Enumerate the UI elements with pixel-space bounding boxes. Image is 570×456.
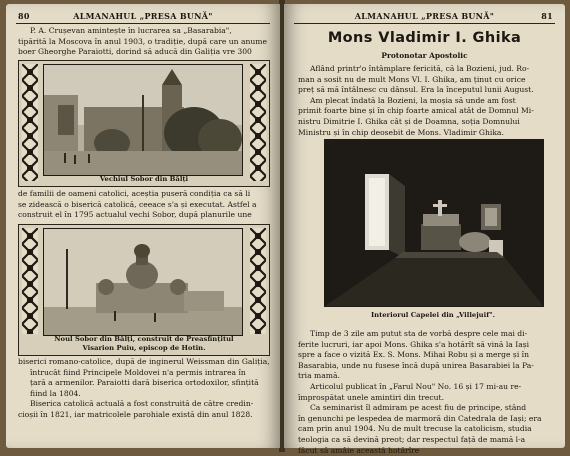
left-header-rule bbox=[16, 23, 270, 24]
text-line: fiind la 1804. bbox=[30, 388, 81, 398]
text-line: cioșii în 1821, iar matricolele parohiale există din anul 1828. bbox=[18, 409, 253, 419]
right-running-head: ALMANAHUL „PRESA BUNĂ" bbox=[354, 11, 495, 21]
text-line: întrucât fiind Principele Moldovei n'a permis intrarea în bbox=[30, 367, 246, 377]
text-line: cam prin anul 1904. Nu de mult trecuse la catolicism, studia bbox=[298, 424, 532, 434]
caption-line: Noul Sobor din Bălți, construit de Preasfințitul bbox=[54, 335, 234, 343]
right-top-text bbox=[298, 64, 551, 138]
new-cathedral-photo bbox=[43, 228, 243, 336]
left-running-head: ALMANAHUL „PRESA BUNĂ" bbox=[73, 11, 213, 21]
text-line: împrospătat unele amintiri din trecut. bbox=[298, 392, 445, 402]
text-line: Articolul publicat în „Farul Nou" No. 16 și 17 mi-au re- bbox=[310, 381, 522, 391]
text-line: biserici romano-catolice, după de inginerul Weissman din Galiția, bbox=[18, 357, 270, 366]
text-line: ferite lucruri, iar apoi Mons. Ghika s'a hotărît să vină la Iași bbox=[298, 339, 530, 349]
figure-caption bbox=[19, 335, 269, 352]
text-line: tipărită la Moscova în anul 1903, o tradiție, după care un anume bbox=[18, 36, 267, 46]
figure-caption: Interiorul Capelei din „Villejuif". bbox=[370, 311, 496, 319]
text-line: man a sosit nu de mult Mons Vl. I. Ghika, am ținut cu orice bbox=[298, 74, 526, 84]
right-header-rule bbox=[294, 23, 555, 24]
left-page bbox=[6, 4, 280, 448]
text-line: făcut să amâie această hotărîre bbox=[298, 445, 420, 455]
old-cathedral-photo bbox=[43, 64, 243, 176]
text-line: Biserica catolică actuală a fost construită de către credin- bbox=[30, 399, 254, 409]
left-page-number: 80 bbox=[18, 11, 30, 21]
article-subtitle: Protonotar Apostolic bbox=[381, 51, 468, 60]
text-line: primit foarte bine și în chip foarte amical atât de Domnul Mi- bbox=[298, 106, 534, 116]
chapel-interior-photo bbox=[324, 139, 544, 307]
text-line: tria mamă. bbox=[298, 371, 340, 381]
text-line: Basarabia, unde nu fusese încă după unirea Basarabiei la Pa- bbox=[298, 360, 534, 370]
right-running-header bbox=[294, 11, 555, 23]
left-running-header bbox=[16, 11, 270, 23]
text-line: țară a armenilor. Paraiotti dară biserica ortodoxilor, sfințită bbox=[30, 378, 259, 388]
text-line: boer Gheorghe Paraiotti, dorind să aducă din Galiția vre 300 bbox=[18, 47, 252, 57]
caption-line: Visarion Puiu, episcop de Hotin. bbox=[82, 343, 206, 352]
right-page bbox=[284, 4, 565, 455]
text-line: se zidească o biserică catolică, ceeace s'a și executat. Astfel a bbox=[18, 199, 257, 209]
article-title: Mons Vladimir I. Ghika bbox=[327, 30, 522, 46]
text-line: Timp de 3 zile am putut sta de vorbă despre cele mai di- bbox=[310, 329, 528, 338]
text-line: Aflând printr'o întâmplare fericită, că la Bozieni, jud. Ro- bbox=[310, 64, 530, 73]
text-line: spre a face o vizită Ex. S. Mons. Mihai Robu și a merge și în bbox=[298, 350, 529, 360]
text-line: în genunchi pe lespedea de marmoră din Catedrala de Iași; era bbox=[298, 413, 542, 423]
ornamental-border-left bbox=[22, 64, 38, 181]
text-line: Am plecat îndată la Bozieni, la moșia să unde am fost bbox=[310, 95, 516, 105]
text-line: Ministru și în chip deosebit de Mons. Vladimir Ghika. bbox=[298, 127, 504, 137]
right-bottom-text bbox=[298, 329, 551, 456]
left-bottom-text bbox=[18, 357, 270, 421]
figure-new-cathedral bbox=[18, 224, 270, 356]
text-line: P. A. Crușevan amintește în lucrarea sa „Basarabia", bbox=[30, 26, 232, 35]
ornamental-border-right bbox=[250, 228, 266, 334]
text-line: construit el în 1795 actualul vechi Sobor, după planurile une bbox=[18, 210, 252, 220]
text-line: Ca seminarist îl admiram pe acest fiu de principe, stând bbox=[310, 403, 527, 413]
left-intro-text bbox=[18, 26, 270, 58]
figure-caption: Vechiul Sobor din Bălți bbox=[99, 175, 189, 183]
right-page-number: 81 bbox=[541, 11, 553, 21]
figure-chapel-interior bbox=[322, 139, 544, 325]
ornamental-border-left bbox=[22, 228, 38, 334]
text-line: de familii de oameni catolici, aceștia puseră condiția ca să li bbox=[18, 189, 251, 198]
text-line: nistru Dimitrie I. Ghika cât și de Doamna, soția Domnului bbox=[298, 116, 520, 126]
figure-old-cathedral bbox=[18, 60, 270, 187]
ornamental-border-right bbox=[250, 64, 266, 181]
text-line: teologia ca să devină preot; dar respectul față de mamă l-a bbox=[298, 434, 526, 444]
left-middle-text bbox=[18, 189, 270, 221]
text-line: preț să mă întâlnesc cu dânsul. Era la începutul lunii August. bbox=[298, 85, 534, 95]
